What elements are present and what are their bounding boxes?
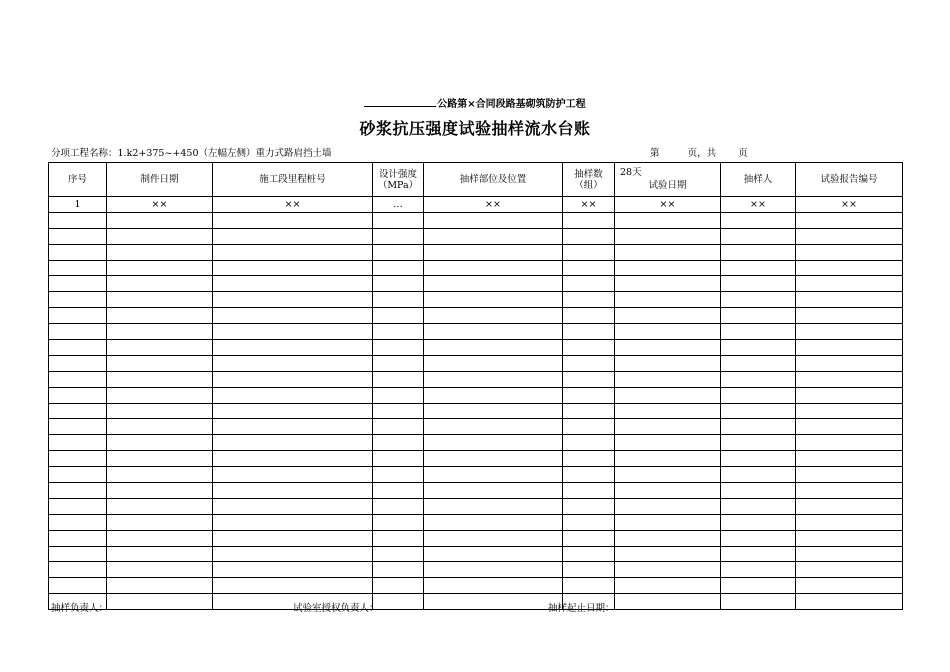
table-row — [49, 324, 903, 340]
table-cell — [373, 212, 424, 228]
project-name: 分项工程名称：1.k2+375~+450（左幅左侧）重力式路肩挡土墙 — [51, 148, 332, 159]
table-cell — [563, 435, 615, 451]
table-cell — [796, 419, 903, 435]
table-cell — [424, 562, 563, 578]
table-row — [49, 562, 903, 578]
table-cell — [563, 228, 615, 244]
table-cell — [213, 212, 373, 228]
table-cell — [721, 498, 796, 514]
col-test-date — [615, 163, 721, 197]
test-date-label: 试验日期 — [648, 180, 687, 191]
table-cell — [563, 578, 615, 594]
table-cell — [721, 244, 796, 260]
table-cell — [424, 546, 563, 562]
table-cell — [213, 419, 373, 435]
table-cell — [107, 451, 213, 467]
table-cell — [615, 498, 721, 514]
table-cell — [107, 292, 213, 308]
table-cell — [615, 387, 721, 403]
table-cell — [107, 514, 213, 530]
sampler-signature: 抽样负责人： — [51, 603, 109, 614]
cell-sample-count: ×× — [563, 197, 615, 213]
table-cell — [563, 451, 615, 467]
table-cell — [796, 483, 903, 499]
table-row — [49, 514, 903, 530]
table-cell — [615, 483, 721, 499]
cell-make-date: ×× — [107, 197, 213, 213]
table-cell — [373, 292, 424, 308]
table-cell — [49, 340, 107, 356]
table-cell — [424, 403, 563, 419]
table-row — [49, 546, 903, 562]
table-cell — [213, 403, 373, 419]
table-cell — [563, 403, 615, 419]
table-cell — [107, 260, 213, 276]
table-cell — [49, 578, 107, 594]
table-row — [49, 276, 903, 292]
sampling-ledger-table — [48, 162, 903, 610]
table-cell — [796, 212, 903, 228]
table-cell — [796, 308, 903, 324]
table-row — [49, 244, 903, 260]
table-cell — [721, 292, 796, 308]
table-row — [49, 212, 903, 228]
table-cell — [373, 355, 424, 371]
table-cell — [213, 387, 373, 403]
table-cell — [107, 244, 213, 260]
table-cell — [424, 292, 563, 308]
table-cell — [373, 514, 424, 530]
col-serial: 序号 — [49, 163, 107, 197]
table-cell — [796, 228, 903, 244]
header-row — [49, 163, 903, 197]
col-station: 施工段里程桩号 — [213, 163, 373, 197]
table-cell — [373, 419, 424, 435]
cell-test-date: ×× — [615, 197, 721, 213]
table-cell — [49, 467, 107, 483]
page-title: 砂浆抗压强度试验抽样流水台账 — [359, 119, 591, 138]
table-cell — [424, 387, 563, 403]
table-cell — [213, 451, 373, 467]
table-row — [49, 594, 903, 610]
table-cell — [796, 578, 903, 594]
table-cell — [373, 340, 424, 356]
col-sampler: 抽样人 — [721, 163, 796, 197]
days-label: 28天 — [620, 167, 642, 178]
blank-underline — [364, 97, 436, 107]
table-cell — [373, 387, 424, 403]
table-cell — [49, 435, 107, 451]
table-row — [49, 387, 903, 403]
table-cell — [107, 403, 213, 419]
project-subtitle — [0, 95, 950, 110]
table-cell — [373, 546, 424, 562]
table-cell — [49, 483, 107, 499]
table-row — [49, 530, 903, 546]
table-row — [49, 340, 903, 356]
table-cell — [107, 483, 213, 499]
sampling-dates: 抽样起止日期： — [548, 603, 615, 614]
table-cell — [49, 292, 107, 308]
table-cell — [721, 562, 796, 578]
table-cell — [796, 324, 903, 340]
table-row — [49, 467, 903, 483]
table-cell — [49, 355, 107, 371]
table-cell — [796, 244, 903, 260]
table-cell — [373, 403, 424, 419]
table-cell — [213, 546, 373, 562]
page-mid: 页，共 — [687, 148, 717, 159]
cell-design-strength: … — [373, 197, 424, 213]
table-cell — [213, 355, 373, 371]
table-cell — [213, 292, 373, 308]
table-cell — [424, 578, 563, 594]
table-cell — [107, 340, 213, 356]
table-cell — [615, 530, 721, 546]
table-cell — [615, 340, 721, 356]
table-cell — [49, 403, 107, 419]
table-row — [49, 355, 903, 371]
table-cell — [49, 324, 107, 340]
table-cell — [796, 594, 903, 610]
table-cell — [107, 387, 213, 403]
cell-location: ×× — [424, 197, 563, 213]
table-cell — [107, 498, 213, 514]
table-cell — [107, 324, 213, 340]
table-cell — [796, 371, 903, 387]
table-cell — [721, 546, 796, 562]
table-cell — [107, 435, 213, 451]
table-cell — [213, 371, 373, 387]
table-cell — [563, 498, 615, 514]
table-cell — [721, 403, 796, 419]
table-cell — [373, 324, 424, 340]
table-cell — [373, 244, 424, 260]
table-row — [49, 371, 903, 387]
table-cell — [373, 467, 424, 483]
table-cell — [563, 371, 615, 387]
table-cell — [721, 578, 796, 594]
table-cell — [424, 212, 563, 228]
table-cell — [615, 228, 721, 244]
table-cell — [615, 403, 721, 419]
table-cell — [107, 467, 213, 483]
page-suffix: 页 — [738, 148, 748, 159]
table-cell — [213, 483, 373, 499]
table-cell — [563, 467, 615, 483]
table-cell — [424, 244, 563, 260]
table-cell — [721, 371, 796, 387]
table-cell — [373, 451, 424, 467]
table-cell — [721, 467, 796, 483]
table-cell — [563, 546, 615, 562]
table-cell — [213, 244, 373, 260]
table-cell — [373, 228, 424, 244]
table-cell — [107, 562, 213, 578]
cell-sampler: ×× — [721, 197, 796, 213]
table-cell — [373, 276, 424, 292]
table-cell — [721, 514, 796, 530]
table-cell — [721, 324, 796, 340]
table-cell — [213, 276, 373, 292]
table-cell — [721, 212, 796, 228]
table-row — [49, 451, 903, 467]
table-cell — [424, 340, 563, 356]
table-cell — [615, 212, 721, 228]
table-cell — [107, 594, 213, 610]
table-cell — [424, 594, 563, 610]
table-cell — [213, 467, 373, 483]
table-cell — [615, 562, 721, 578]
table-cell — [615, 292, 721, 308]
table-cell — [721, 594, 796, 610]
table-cell — [563, 340, 615, 356]
table-row — [49, 483, 903, 499]
table-cell — [107, 419, 213, 435]
table-cell — [563, 562, 615, 578]
table-cell — [424, 419, 563, 435]
table-row — [49, 292, 903, 308]
table-cell — [213, 260, 373, 276]
table-cell — [373, 435, 424, 451]
table-cell — [49, 212, 107, 228]
cell-serial: 1 — [49, 197, 107, 213]
table-cell — [563, 419, 615, 435]
table-cell — [424, 451, 563, 467]
table-cell — [563, 260, 615, 276]
table-cell — [796, 403, 903, 419]
table-cell — [796, 260, 903, 276]
table-cell — [796, 355, 903, 371]
table-cell — [373, 483, 424, 499]
table-cell — [563, 355, 615, 371]
table-cell — [796, 435, 903, 451]
table-cell — [563, 530, 615, 546]
table-cell — [796, 467, 903, 483]
table-cell — [424, 276, 563, 292]
table-cell — [615, 308, 721, 324]
col-location: 抽样部位及位置 — [424, 163, 563, 197]
table-cell — [615, 514, 721, 530]
table-cell — [213, 324, 373, 340]
table-cell — [373, 308, 424, 324]
table-cell — [49, 244, 107, 260]
table-cell — [424, 467, 563, 483]
table-cell — [615, 244, 721, 260]
table-cell — [796, 562, 903, 578]
table-row — [49, 419, 903, 435]
col-make-date: 制件日期 — [107, 163, 213, 197]
table-row — [49, 228, 903, 244]
table-cell — [107, 546, 213, 562]
table-cell — [796, 514, 903, 530]
table-cell — [49, 276, 107, 292]
table-cell — [49, 228, 107, 244]
table-cell — [424, 260, 563, 276]
table-cell — [213, 228, 373, 244]
table-cell — [615, 451, 721, 467]
table-cell — [563, 276, 615, 292]
table-cell — [424, 498, 563, 514]
table-row — [49, 260, 903, 276]
table-row — [49, 197, 903, 213]
cell-report-no: ×× — [796, 197, 903, 213]
table-cell — [107, 228, 213, 244]
table-cell — [563, 244, 615, 260]
table-cell — [213, 435, 373, 451]
table-cell — [213, 340, 373, 356]
table-cell — [721, 228, 796, 244]
table-cell — [796, 530, 903, 546]
table-cell — [107, 530, 213, 546]
subtitle-text: 公路第×合同段路基砌筑防护工程 — [437, 99, 586, 110]
col-report-no: 试验报告编号 — [796, 163, 903, 197]
table-cell — [49, 419, 107, 435]
table-cell — [796, 451, 903, 467]
table-cell — [49, 530, 107, 546]
table-cell — [796, 276, 903, 292]
table-row — [49, 498, 903, 514]
table-cell — [615, 546, 721, 562]
table-cell — [49, 562, 107, 578]
table-cell — [721, 387, 796, 403]
table-cell — [424, 530, 563, 546]
table-cell — [49, 387, 107, 403]
table-cell — [373, 371, 424, 387]
table-cell — [721, 340, 796, 356]
col-design-strength: 设计强度（MPa） — [373, 163, 424, 197]
table-cell — [615, 355, 721, 371]
table-cell — [373, 260, 424, 276]
table-cell — [107, 276, 213, 292]
table-cell — [721, 483, 796, 499]
table-cell — [373, 594, 424, 610]
table-cell — [563, 212, 615, 228]
col-sample-count: 抽样数（组） — [563, 163, 615, 197]
table-cell — [49, 371, 107, 387]
table-cell — [796, 340, 903, 356]
table-cell — [721, 308, 796, 324]
table-row — [49, 403, 903, 419]
page-info — [650, 145, 748, 159]
table-cell — [49, 498, 107, 514]
table-cell — [49, 546, 107, 562]
table-row — [49, 435, 903, 451]
table-cell — [796, 498, 903, 514]
table-cell — [721, 530, 796, 546]
page-prefix: 第 — [650, 148, 660, 159]
table-cell — [213, 514, 373, 530]
table-cell — [563, 387, 615, 403]
table-cell — [213, 308, 373, 324]
table-cell — [107, 371, 213, 387]
table-cell — [424, 228, 563, 244]
table-cell — [424, 371, 563, 387]
table-cell — [373, 498, 424, 514]
table-cell — [615, 324, 721, 340]
table-cell — [49, 260, 107, 276]
table-cell — [615, 419, 721, 435]
table-cell — [563, 292, 615, 308]
table-cell — [615, 578, 721, 594]
table-cell — [721, 276, 796, 292]
table-cell — [424, 435, 563, 451]
table-cell — [424, 483, 563, 499]
table-cell — [107, 355, 213, 371]
table-cell — [563, 324, 615, 340]
table-cell — [615, 435, 721, 451]
table-row — [49, 308, 903, 324]
table-cell — [49, 451, 107, 467]
table-cell — [373, 578, 424, 594]
table-cell — [373, 530, 424, 546]
table-cell — [721, 355, 796, 371]
table-cell — [213, 578, 373, 594]
table-cell — [563, 308, 615, 324]
table-cell — [563, 514, 615, 530]
table-cell — [563, 483, 615, 499]
table-cell — [107, 578, 213, 594]
table-cell — [213, 562, 373, 578]
table-cell — [721, 451, 796, 467]
table-cell — [615, 371, 721, 387]
table-cell — [107, 212, 213, 228]
table-cell — [721, 260, 796, 276]
table-cell — [424, 514, 563, 530]
table-cell — [49, 514, 107, 530]
table-cell — [213, 530, 373, 546]
table-cell — [424, 355, 563, 371]
table-cell — [373, 562, 424, 578]
table-cell — [796, 292, 903, 308]
table-cell — [615, 276, 721, 292]
table-cell — [424, 308, 563, 324]
table-cell — [615, 467, 721, 483]
cell-station: ×× — [213, 197, 373, 213]
table-cell — [796, 387, 903, 403]
table-cell — [107, 308, 213, 324]
table-cell — [213, 498, 373, 514]
table-cell — [721, 419, 796, 435]
lab-signature: 试验室授权负责人： — [293, 603, 379, 614]
table-cell — [49, 308, 107, 324]
table-cell — [615, 260, 721, 276]
table-cell — [796, 546, 903, 562]
table-cell — [721, 435, 796, 451]
table-cell — [615, 594, 721, 610]
table-cell — [424, 324, 563, 340]
table-row — [49, 578, 903, 594]
